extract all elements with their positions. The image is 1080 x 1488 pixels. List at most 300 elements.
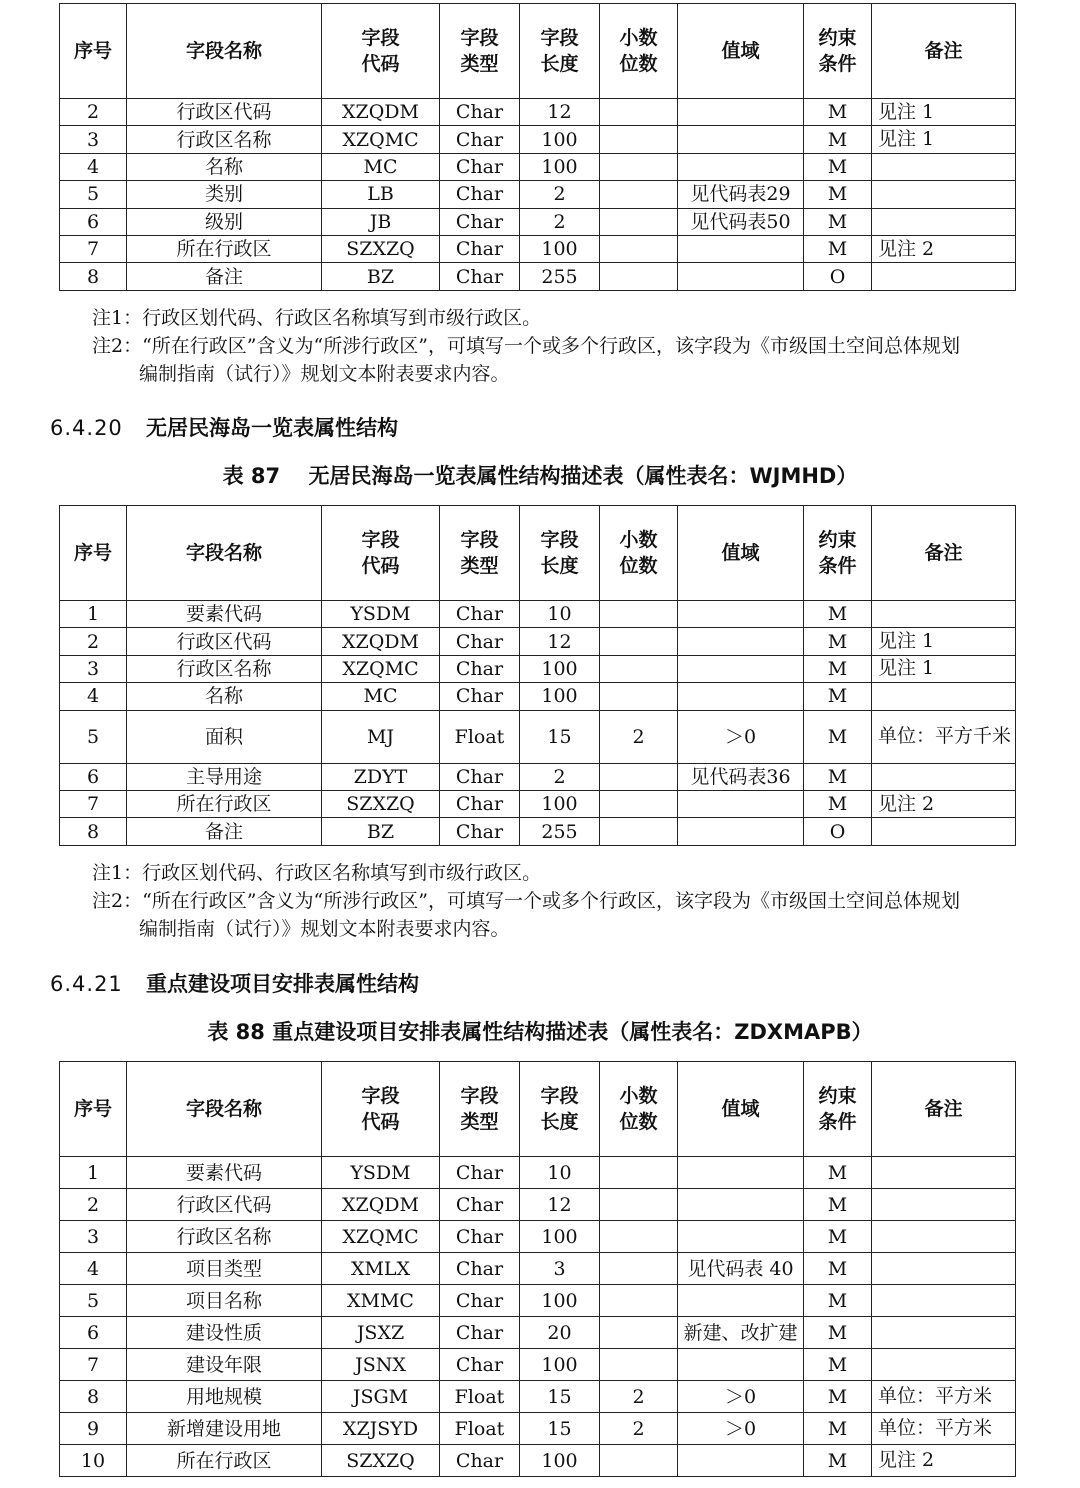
cell-field-type: Float [440,1413,520,1445]
cell-field-length: 15 [520,1381,600,1413]
cell-field-name: 建设年限 [127,1349,322,1381]
section-title: 重点建设项目安排表属性结构 [146,972,419,996]
cell-seq: 5 [60,710,127,763]
cell-constraint: M [804,208,872,235]
cell-seq: 6 [60,763,127,790]
cell-decimal [600,628,678,655]
header-field-code: 字段 代码 [322,1062,440,1157]
table-row [60,601,1016,628]
cell-decimal [600,153,678,180]
cell-field-code: JSGM [322,1381,440,1413]
table-caption: 表 88 重点建设项目安排表属性结构描述表（属性表名：ZDXMAPB） [207,1020,873,1044]
cell-remark: 见注 1 [872,126,1016,153]
cell-field-code: XZQDM [322,99,440,126]
cell-field-type: Char [440,1157,520,1189]
cell-domain [678,235,804,262]
cell-field-name: 建设性质 [127,1317,322,1349]
cell-decimal [600,99,678,126]
cell-seq: 2 [60,628,127,655]
table-row [60,710,1016,763]
table-row [60,1189,1016,1221]
cell-decimal [600,208,678,235]
cell-field-name: 行政区代码 [127,628,322,655]
header-field-length: 字段 长度 [520,1062,600,1157]
cell-constraint: M [804,710,872,763]
cell-field-type: Char [440,1189,520,1221]
header-domain: 值域 [678,506,804,601]
cell-constraint: M [804,683,872,710]
cell-remark [872,263,1016,290]
header-constraint: 约束 条件 [804,506,872,601]
cell-constraint: M [804,99,872,126]
cell-remark: 见注 1 [872,655,1016,682]
cell-decimal [600,1285,678,1317]
table-row [60,628,1016,655]
cell-field-type: Char [440,601,520,628]
cell-field-name: 所在行政区 [127,1445,322,1477]
cell-remark [872,1157,1016,1189]
cell-field-length: 12 [520,628,600,655]
cell-field-length: 255 [520,818,600,845]
cell-remark [872,1189,1016,1221]
cell-decimal [600,790,678,817]
cell-field-name: 行政区名称 [127,655,322,682]
cell-seq: 7 [60,235,127,262]
cell-remark [872,763,1016,790]
cell-field-name: 备注 [127,263,322,290]
cell-field-name: 行政区代码 [127,99,322,126]
note-2: 注2：“所在行政区”含义为“所涉行政区”，可填写一个或多个行政区，该字段为《市级国土空间总体规划 [92,890,960,912]
cell-decimal [600,126,678,153]
table-row [60,763,1016,790]
cell-field-length: 100 [520,655,600,682]
cell-seq: 7 [60,790,127,817]
cell-remark [872,181,1016,208]
cell-field-code: MC [322,153,440,180]
cell-field-length: 100 [520,126,600,153]
cell-field-type: Char [440,1317,520,1349]
cell-constraint: M [804,1317,872,1349]
header-remark: 备注 [872,1062,1016,1157]
header-field-type: 字段 类型 [440,4,520,99]
cell-domain [678,1157,804,1189]
attribute-table-zdxmapb [59,1061,1016,1477]
cell-field-code: XZQMC [322,1221,440,1253]
cell-constraint: O [804,263,872,290]
cell-field-code: SZXZQ [322,1445,440,1477]
table-row [60,1381,1016,1413]
cell-domain [678,601,804,628]
header-seq: 序号 [60,506,127,601]
table-row [60,1221,1016,1253]
cell-field-name: 名称 [127,153,322,180]
cell-field-code: MJ [322,710,440,763]
table-row [60,683,1016,710]
cell-seq: 1 [60,601,127,628]
cell-constraint: M [804,181,872,208]
cell-field-length: 3 [520,1253,600,1285]
cell-remark [872,818,1016,845]
cell-seq: 1 [60,1157,127,1189]
cell-remark: 单位：平方米 [872,1381,1016,1413]
cell-field-code: MC [322,683,440,710]
cell-remark [872,683,1016,710]
cell-field-code: XZQDM [322,1189,440,1221]
cell-field-length: 100 [520,1221,600,1253]
section-title: 无居民海岛一览表属性结构 [146,416,398,440]
cell-field-type: Char [440,628,520,655]
header-domain: 值域 [678,1062,804,1157]
table-body [60,1157,1016,1477]
cell-domain [678,1285,804,1317]
cell-field-type: Char [440,1285,520,1317]
table-row [60,235,1016,262]
cell-remark: 见注 2 [872,235,1016,262]
header-constraint: 约束 条件 [804,1062,872,1157]
cell-constraint: M [804,1157,872,1189]
table-row [60,208,1016,235]
cell-field-name: 主导用途 [127,763,322,790]
table-header-row [60,4,1016,99]
table-row [60,655,1016,682]
cell-domain [678,683,804,710]
header-domain: 值域 [678,4,804,99]
cell-field-length: 100 [520,235,600,262]
cell-field-name: 面积 [127,710,322,763]
cell-seq: 6 [60,1317,127,1349]
cell-domain [678,628,804,655]
attribute-table-continued [59,3,1016,291]
table-row [60,153,1016,180]
cell-field-code: XMLX [322,1253,440,1285]
table-row [60,1349,1016,1381]
cell-decimal [600,601,678,628]
cell-remark: 见注 2 [872,790,1016,817]
table-row [60,99,1016,126]
cell-decimal [600,1349,678,1381]
table-row [60,1317,1016,1349]
table-row [60,1253,1016,1285]
cell-field-length: 2 [520,763,600,790]
section-number: 6.4.20 [50,416,123,440]
cell-seq: 3 [60,1221,127,1253]
table-row [60,790,1016,817]
cell-field-name: 行政区名称 [127,126,322,153]
cell-remark [872,1253,1016,1285]
cell-field-length: 15 [520,1413,600,1445]
cell-field-code: JB [322,208,440,235]
cell-field-length: 100 [520,1285,600,1317]
table-notes [92,859,1022,943]
cell-remark: 见注 1 [872,628,1016,655]
cell-field-name: 名称 [127,683,322,710]
cell-decimal [600,263,678,290]
cell-field-name: 新增建设用地 [127,1413,322,1445]
cell-field-length: 100 [520,683,600,710]
cell-constraint: M [804,1413,872,1445]
header-remark: 备注 [872,4,1016,99]
section-heading [50,412,398,442]
cell-decimal [600,763,678,790]
cell-field-type: Char [440,818,520,845]
cell-decimal [600,235,678,262]
cell-domain: 见代码表29 [678,181,804,208]
cell-field-length: 15 [520,710,600,763]
header-field-name: 字段名称 [127,506,322,601]
cell-constraint: M [804,1221,872,1253]
table-row [60,181,1016,208]
cell-field-code: JSXZ [322,1317,440,1349]
cell-domain [678,263,804,290]
cell-field-type: Char [440,153,520,180]
cell-field-code: XZQMC [322,655,440,682]
cell-constraint: M [804,655,872,682]
table-body [60,99,1016,291]
cell-domain: 新建、改扩建 [678,1317,804,1349]
header-decimal: 小数 位数 [600,1062,678,1157]
cell-constraint: M [804,1381,872,1413]
header-field-type: 字段 类型 [440,1062,520,1157]
cell-field-type: Char [440,1221,520,1253]
cell-field-length: 2 [520,208,600,235]
cell-seq: 3 [60,126,127,153]
header-field-code: 字段 代码 [322,506,440,601]
cell-decimal: 2 [600,1413,678,1445]
cell-field-length: 100 [520,790,600,817]
cell-constraint: M [804,628,872,655]
cell-seq: 3 [60,655,127,682]
cell-field-code: YSDM [322,1157,440,1189]
cell-domain [678,655,804,682]
cell-decimal [600,1157,678,1189]
cell-field-name: 备注 [127,818,322,845]
table-row [60,1157,1016,1189]
cell-field-type: Char [440,99,520,126]
cell-decimal: 2 [600,1381,678,1413]
cell-field-name: 用地规模 [127,1381,322,1413]
cell-seq: 4 [60,1253,127,1285]
cell-domain [678,818,804,845]
cell-seq: 7 [60,1349,127,1381]
cell-field-length: 255 [520,263,600,290]
cell-field-type: Float [440,710,520,763]
cell-field-length: 12 [520,1189,600,1221]
cell-field-length: 100 [520,1349,600,1381]
table-row [60,126,1016,153]
cell-seq: 4 [60,153,127,180]
note-1: 注1：行政区划代码、行政区名称填写到市级行政区。 [92,307,542,329]
cell-remark [872,153,1016,180]
cell-remark [872,1317,1016,1349]
cell-field-name: 项目类型 [127,1253,322,1285]
table-notes [92,304,1022,388]
table-header-row [60,1062,1016,1157]
cell-field-name: 项目名称 [127,1285,322,1317]
cell-field-name: 行政区代码 [127,1189,322,1221]
cell-remark: 单位：平方千米 [872,710,1016,763]
cell-decimal [600,818,678,845]
cell-field-code: BZ [322,818,440,845]
cell-remark [872,1349,1016,1381]
header-field-type: 字段 类型 [440,506,520,601]
cell-constraint: M [804,763,872,790]
cell-field-length: 10 [520,601,600,628]
cell-field-code: XZQDM [322,628,440,655]
cell-domain: 见代码表 40 [678,1253,804,1285]
header-seq: 序号 [60,4,127,99]
cell-seq: 2 [60,1189,127,1221]
cell-seq: 8 [60,1381,127,1413]
cell-domain [678,1221,804,1253]
cell-domain [678,1189,804,1221]
cell-constraint: M [804,1349,872,1381]
cell-constraint: M [804,1189,872,1221]
cell-seq: 5 [60,181,127,208]
cell-field-name: 所在行政区 [127,790,322,817]
cell-domain: ＞0 [678,1413,804,1445]
table-caption: 表 87 无居民海岛一览表属性结构描述表（属性表名：WJMHD） [222,464,858,488]
cell-domain [678,126,804,153]
header-decimal: 小数 位数 [600,4,678,99]
cell-field-code: BZ [322,263,440,290]
cell-seq: 10 [60,1445,127,1477]
cell-seq: 8 [60,263,127,290]
cell-field-type: Char [440,790,520,817]
header-field-name: 字段名称 [127,4,322,99]
cell-field-type: Char [440,263,520,290]
table-row [60,1445,1016,1477]
cell-decimal [600,181,678,208]
cell-field-name: 所在行政区 [127,235,322,262]
cell-field-length: 10 [520,1157,600,1189]
cell-field-type: Char [440,763,520,790]
cell-seq: 4 [60,683,127,710]
cell-field-type: Char [440,208,520,235]
cell-remark: 见注 2 [872,1445,1016,1477]
cell-seq: 2 [60,99,127,126]
cell-field-type: Char [440,1253,520,1285]
cell-remark [872,208,1016,235]
note-2-continued: 编制指南（试行）》规划文本附表要求内容。 [139,363,510,385]
cell-constraint: M [804,1445,872,1477]
cell-field-code: ZDYT [322,763,440,790]
cell-field-length: 100 [520,1445,600,1477]
cell-field-code: XMMC [322,1285,440,1317]
cell-remark [872,1285,1016,1317]
header-constraint: 约束 条件 [804,4,872,99]
cell-constraint: M [804,601,872,628]
cell-decimal [600,655,678,682]
cell-field-type: Char [440,1445,520,1477]
cell-field-name: 行政区名称 [127,1221,322,1253]
header-seq: 序号 [60,1062,127,1157]
cell-field-type: Char [440,1349,520,1381]
cell-seq: 5 [60,1285,127,1317]
cell-remark [872,1221,1016,1253]
table-row [60,263,1016,290]
cell-domain [678,790,804,817]
note-1: 注1：行政区划代码、行政区名称填写到市级行政区。 [92,862,542,884]
cell-field-type: Char [440,655,520,682]
note-2: 注2：“所在行政区”含义为“所涉行政区”，可填写一个或多个行政区，该字段为《市级国土空间总体规划 [92,335,960,357]
cell-domain: ＞0 [678,710,804,763]
header-field-length: 字段 长度 [520,506,600,601]
cell-domain [678,99,804,126]
cell-field-name: 级别 [127,208,322,235]
cell-domain [678,1445,804,1477]
cell-field-code: SZXZQ [322,235,440,262]
cell-field-code: LB [322,181,440,208]
cell-field-code: SZXZQ [322,790,440,817]
header-field-code: 字段 代码 [322,4,440,99]
cell-decimal [600,683,678,710]
cell-decimal [600,1445,678,1477]
cell-decimal: 2 [600,710,678,763]
cell-decimal [600,1221,678,1253]
cell-field-code: XZQMC [322,126,440,153]
note-2-continued: 编制指南（试行）》规划文本附表要求内容。 [139,918,510,940]
table-header-row [60,506,1016,601]
cell-field-code: JSNX [322,1349,440,1381]
cell-constraint: M [804,126,872,153]
cell-constraint: M [804,1285,872,1317]
cell-field-type: Char [440,683,520,710]
cell-seq: 9 [60,1413,127,1445]
cell-decimal [600,1189,678,1221]
section-heading [50,968,419,998]
table-row [60,818,1016,845]
cell-constraint: O [804,818,872,845]
table-row [60,1285,1016,1317]
section-number: 6.4.21 [50,972,123,996]
cell-remark: 单位：平方米 [872,1413,1016,1445]
cell-constraint: M [804,790,872,817]
cell-domain: 见代码表36 [678,763,804,790]
cell-field-type: Char [440,235,520,262]
cell-decimal [600,1253,678,1285]
table-body [60,601,1016,846]
cell-remark: 见注 1 [872,99,1016,126]
header-field-name: 字段名称 [127,1062,322,1157]
cell-field-length: 2 [520,181,600,208]
cell-field-length: 100 [520,153,600,180]
header-decimal: 小数 位数 [600,506,678,601]
cell-domain [678,153,804,180]
cell-field-length: 20 [520,1317,600,1349]
cell-field-type: Char [440,126,520,153]
cell-field-length: 12 [520,99,600,126]
cell-seq: 6 [60,208,127,235]
cell-field-type: Float [440,1381,520,1413]
cell-domain [678,1349,804,1381]
cell-field-code: XZJSYD [322,1413,440,1445]
cell-field-name: 类别 [127,181,322,208]
cell-constraint: M [804,235,872,262]
cell-constraint: M [804,1253,872,1285]
cell-field-name: 要素代码 [127,1157,322,1189]
cell-domain: 见代码表50 [678,208,804,235]
cell-remark [872,601,1016,628]
cell-field-name: 要素代码 [127,601,322,628]
header-field-length: 字段 长度 [520,4,600,99]
header-remark: 备注 [872,506,1016,601]
attribute-table-wjmhd [59,505,1016,846]
cell-decimal [600,1317,678,1349]
cell-seq: 8 [60,818,127,845]
cell-domain: ＞0 [678,1381,804,1413]
cell-field-type: Char [440,181,520,208]
cell-constraint: M [804,153,872,180]
